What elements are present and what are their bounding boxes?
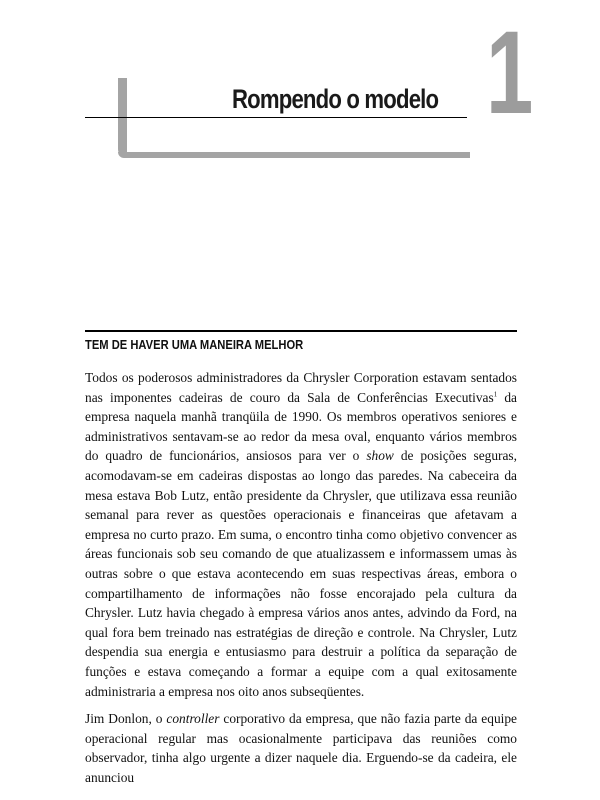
section-rule <box>85 330 517 332</box>
paragraph-2-part-a: Jim Donlon, o <box>85 711 167 727</box>
chapter-bracket-decoration <box>118 78 127 158</box>
footnote-marker: 1 <box>493 390 498 399</box>
paragraph-1-part-c: de posições seguras, acomodavam-se em cadeiras dispostas ao longo das paredes. Na cabeceira da mesa estava Bob Lutz, então presidente da Chrysler, que utilizava essa reunião semanal para rever as questões operacionais e financeiras que afetavam a empresa no curto prazo. Em suma, o encontro tinha como objetivo convencer as áreas funcionais sob seu comando de que atualizassem e informassem umas às outras sobre o que estava acontecendo em suas respectivas áreas, embora o compartilhamento de informações não fosse encorajado pela cultura da Chrysler. Lutz havia chegado à empresa vários anos antes, advindo da Ford, na qual fora bem treinado nas estratégias de direção e controle. Na Chrysler, Lutz despendia sua energia e entusiasmo para destruir a política da separação de funções e estava começando a formar a equipe com a qual exitosamente administraria a empresa nos oito anos subseqüentes. <box>85 448 517 699</box>
paragraph-2-part-b: corporativo da empresa, que não fazia parte da equipe operacional regular mas ocasionalmente participava das reuniões como observador, tinha algo urgente a dizer naquele dia. Erguendo-se da cadeira, ele anunciou <box>85 711 517 785</box>
chapter-bracket-underline <box>118 152 470 158</box>
paragraph-1-part-a: Todos os poderosos administradores da Chrysler Corporation estavam sentados nas imponentes cadeiras de couro da Sala de Conferências Executivas <box>85 370 517 405</box>
paragraph-1-emphasis: show <box>366 448 394 464</box>
paragraph-1-part-b: da empresa naquela manhã tranqüila de 1990. Os membros operativos seniores e administrativos sentavam-se ao redor da mesa oval, enquanto vários membros do quadro de funcionários, ansiosos para ver o <box>85 389 517 464</box>
paragraph-2-emphasis: controller <box>166 711 220 727</box>
section-heading: TEM DE HAVER UMA MANEIRA MELHOR <box>85 337 304 352</box>
body-text <box>85 368 517 795</box>
chapter-title: Rompendo o modelo <box>232 84 439 114</box>
paragraph-1 <box>85 368 517 701</box>
paragraph-2 <box>85 709 517 787</box>
title-rule <box>85 117 467 118</box>
chapter-number: 1 <box>486 7 534 139</box>
